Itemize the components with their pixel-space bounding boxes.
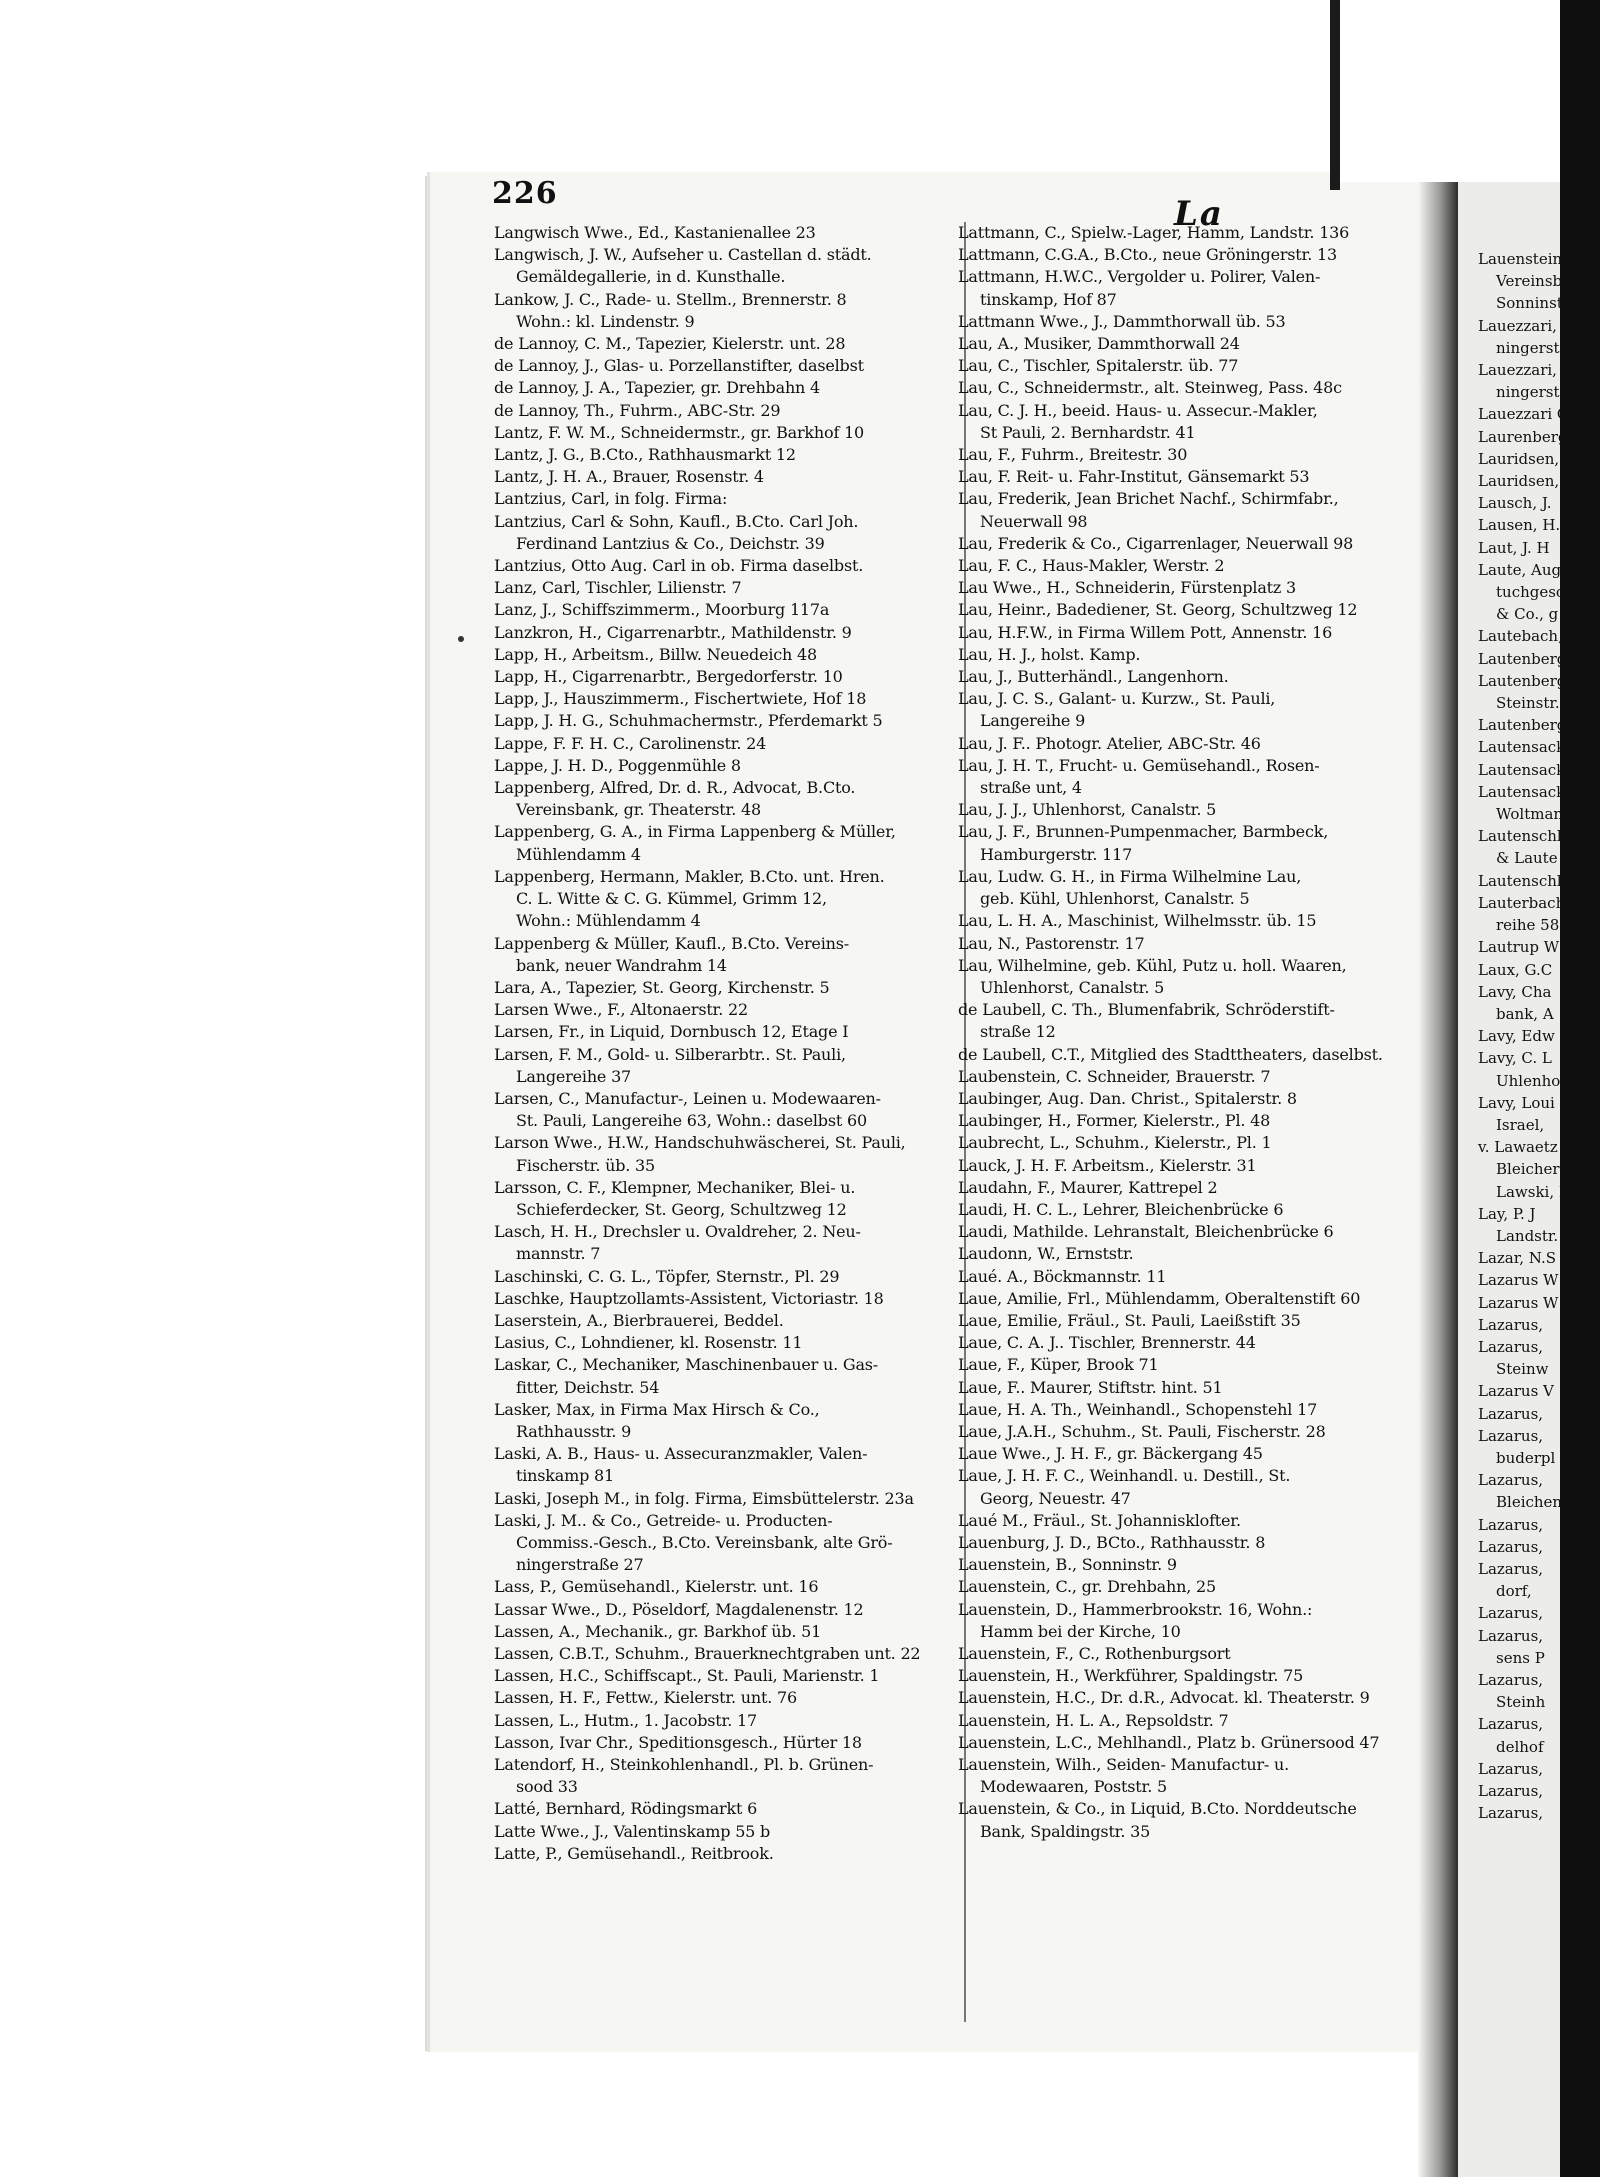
- directory-entry: Neuerwall 98: [980, 511, 1088, 531]
- directory-entry: Lavy, Cha: [1478, 982, 1552, 1001]
- directory-entry: Laué M., Fräul., St. Johannisklofter.: [958, 1510, 1241, 1530]
- directory-entry: Lavy, Edw: [1478, 1027, 1555, 1046]
- directory-entry: Uhlenhorst, Canalstr. 5: [980, 977, 1165, 997]
- directory-entry: Lazarus,: [1478, 1604, 1544, 1623]
- directory-entry: Lau Wwe., H., Schneiderin, Fürstenplatz 3: [958, 578, 1296, 598]
- directory-entry: Lau, A., Musiker, Dammthorwall 24: [958, 334, 1240, 354]
- directory-entry: Lassen, A., Mechanik., gr. Barkhof üb. 51: [494, 1621, 822, 1641]
- directory-entry: Lazarus,: [1478, 1471, 1544, 1490]
- directory-entry: Lattmann, H.W.C., Vergolder u. Polirer, Valen-: [958, 267, 1321, 287]
- directory-entry: Vereinsbank, gr. Theaterstr. 48: [516, 800, 761, 820]
- directory-entry: Lasius, C., Lohndiener, kl. Rosenstr. 11: [494, 1333, 803, 1353]
- directory-entry: Lavy, C. L: [1478, 1049, 1552, 1068]
- directory-entry: Lauezzari, C: [1478, 361, 1574, 380]
- directory-entry: Lanzkron, H., Cigarrenarbtr., Mathildenstr. 9: [494, 622, 852, 642]
- directory-entry: Lau, Heinr., Badediener, St. Georg, Schultzweg 12: [958, 600, 1358, 620]
- directory-entry: Uhlenho: [1496, 1071, 1561, 1090]
- directory-entry: Lazarus,: [1478, 1715, 1544, 1734]
- directory-entry: Laue Wwe., J. H. F., gr. Bäckergang 45: [958, 1444, 1263, 1464]
- directory-entry: Lau, F. C., Haus-Makler, Werstr. 2: [958, 556, 1225, 576]
- directory-entry: Lazarus,: [1478, 1537, 1544, 1556]
- directory-entry: Lautensack,: [1478, 782, 1571, 801]
- directory-entry: Lass, P., Gemüsehandl., Kielerstr. unt. 16: [494, 1577, 819, 1597]
- directory-entry: Commiss.-Gesch., B.Cto. Vereinsbank, alte Grö-: [516, 1532, 893, 1552]
- directory-entry: Lauezzari C: [1478, 405, 1569, 424]
- directory-entry: Steinh: [1496, 1693, 1546, 1712]
- directory-entry: Lauenstein, H. L. A., Repsoldstr. 7: [958, 1710, 1229, 1730]
- directory-entry: de Lannoy, Th., Fuhrm., ABC-Str. 29: [494, 400, 781, 420]
- directory-entry: Lauridsen,: [1478, 472, 1560, 491]
- directory-entry: Lau, J. H. T., Frucht- u. Gemüsehandl., Rosen-: [958, 755, 1320, 775]
- directory-entry: Larson Wwe., H.W., Handschuhwäscherei, St. Pauli,: [494, 1133, 906, 1153]
- directory-entry: Lautensack,: [1478, 738, 1571, 757]
- directory-entry: Israel,: [1496, 1115, 1545, 1134]
- directory-entry: Lazar, N.S: [1478, 1249, 1557, 1268]
- directory-entry: fitter, Deichstr. 54: [516, 1377, 660, 1397]
- directory-entry: Lautebach, C: [1478, 627, 1580, 646]
- directory-entry: Lautenschläg: [1478, 827, 1581, 846]
- directory-entry: Lau, H.F.W., in Firma Willem Pott, Annenstr. 16: [958, 622, 1333, 642]
- directory-entry: sood 33: [516, 1777, 578, 1797]
- directory-entry: Laue, F., Küper, Brook 71: [958, 1355, 1159, 1375]
- directory-entry: Lazarus W: [1478, 1293, 1559, 1312]
- directory-entry: Lau, C., Tischler, Spitalerstr. üb. 77: [958, 356, 1239, 376]
- scan-edge-bar: [1330, 0, 1340, 190]
- directory-entry: Laue, Amilie, Frl., Mühlendamm, Oberaltenstift 60: [958, 1288, 1361, 1308]
- directory-entry: tinskamp, Hof 87: [980, 289, 1117, 309]
- directory-entry: Hamm bei der Kirche, 10: [980, 1621, 1181, 1641]
- directory-entry: Lauenstein, H.C., Dr. d.R., Advocat. kl. Theaterstr. 9: [958, 1688, 1370, 1708]
- directory-entry: Laurenberg,: [1478, 427, 1573, 446]
- directory-entry: Modewaaren, Poststr. 5: [980, 1777, 1167, 1797]
- directory-entry: Lauridsen,: [1478, 449, 1560, 468]
- left-column: [494, 222, 964, 1865]
- directory-entry: Lautensack: [1478, 760, 1566, 779]
- directory-entry: Lautenberg,: [1478, 671, 1572, 690]
- directory-entry: geb. Kühl, Uhlenhorst, Canalstr. 5: [980, 889, 1250, 909]
- directory-entry: Lau, N., Pastorenstr. 17: [958, 933, 1145, 953]
- directory-entry: Lau, J. F.. Photogr. Atelier, ABC-Str. 46: [958, 733, 1261, 753]
- directory-entry: Laux, G.C: [1478, 960, 1553, 979]
- directory-entry: Lau, F., Fuhrm., Breitestr. 30: [958, 445, 1188, 465]
- directory-entry: Lauenstein'sc: [1478, 250, 1583, 268]
- directory-entry: Lasker, Max, in Firma Max Hirsch & Co.,: [494, 1399, 820, 1419]
- directory-entry: Laut, J. H: [1478, 538, 1550, 557]
- directory-entry: de Lannoy, J. A., Tapezier, gr. Drehbahn 4: [494, 378, 821, 398]
- directory-entry: Larsson, C. F., Klempner, Mechaniker, Blei- u.: [494, 1177, 856, 1197]
- directory-entry: Fischerstr. üb. 35: [516, 1155, 655, 1175]
- directory-entry: bank, A: [1496, 1004, 1554, 1023]
- directory-entry: Laudi, Mathilde. Lehranstalt, Bleichenbrücke 6: [958, 1222, 1334, 1242]
- directory-entry: Lauenstein, F., C., Rothenburgsort: [958, 1644, 1231, 1663]
- directory-entry: Laute, Augu: [1478, 560, 1571, 579]
- directory-entry: buderpl: [1496, 1448, 1556, 1467]
- book-gutter: [1418, 0, 1458, 2177]
- directory-entry: Lauenstein, D., Hammerbrookstr. 16, Wohn.:: [958, 1599, 1313, 1619]
- directory-entry: de Lannoy, J., Glas- u. Porzellanstifter, daselbst: [494, 356, 864, 376]
- directory-entry: Lauenburg, J. D., BCto., Rathhausstr. 8: [958, 1532, 1266, 1552]
- directory-entry: Lauenstein, B., Sonninstr. 9: [958, 1555, 1177, 1575]
- directory-entry: St Pauli, 2. Bernhardstr. 41: [980, 422, 1196, 442]
- directory-entry: St. Pauli, Langereihe 63, Wohn.: daselbst 60: [516, 1111, 867, 1131]
- directory-entry: Mühlendamm 4: [516, 844, 641, 864]
- directory-entry: tinskamp 81: [516, 1466, 614, 1486]
- directory-entry: Schieferdecker, St. Georg, Schultzweg 12: [516, 1199, 847, 1219]
- directory-entry: Lazarus,: [1478, 1804, 1544, 1823]
- directory-entry: Lazarus,: [1478, 1626, 1544, 1645]
- directory-entry: Lauenstein, Wilh., Seiden- Manufactur- u.: [958, 1755, 1289, 1775]
- directory-entry: Laué. A., Böckmannstr. 11: [958, 1266, 1167, 1286]
- directory-entry: Lapp, J. H. G., Schuhmachermstr., Pferdemarkt 5: [494, 711, 883, 731]
- directory-entry: Langereihe 37: [516, 1066, 632, 1086]
- directory-entry: Lauenstein, L.C., Mehlhandl., Platz b. Grünersood 47: [958, 1732, 1380, 1752]
- directory-entry: Laudonn, W., Ernststr.: [958, 1244, 1134, 1264]
- directory-entry: Lau, J. F., Brunnen-Pumpenmacher, Barmbeck,: [958, 822, 1329, 842]
- directory-entry: Lautenschlä: [1478, 871, 1571, 890]
- directory-entry: de Laubell, C.T., Mitglied des Stadttheaters, daselbst.: [958, 1044, 1383, 1064]
- directory-entry: Latendorf, H., Steinkohlenhandl., Pl. b. Grünen-: [494, 1755, 874, 1775]
- directory-entry: Lassen, H. F., Fettw., Kielerstr. unt. 76: [494, 1688, 797, 1708]
- directory-entry: Gemäldegallerie, in d. Kunsthalle.: [516, 267, 786, 287]
- directory-entry: Lassen, H.C., Schiffscapt., St. Pauli, Marienstr. 1: [494, 1666, 880, 1686]
- directory-entry: Steinstr.: [1496, 694, 1560, 713]
- directory-entry: Steinw: [1496, 1360, 1549, 1379]
- directory-entry: Bleichen: [1496, 1493, 1563, 1512]
- directory-entry: tuchgesch.: [1496, 583, 1579, 602]
- directory-entry: Laue, C. A. J.. Tischler, Brennerstr. 44: [958, 1333, 1256, 1353]
- directory-entry: Laski, A. B., Haus- u. Assecuranzmakler, Valen-: [494, 1444, 868, 1464]
- directory-entry: Lawski, F.: [1496, 1182, 1572, 1201]
- directory-entry: Ferdinand Lantzius & Co., Deichstr. 39: [516, 533, 825, 553]
- directory-entry: sens P: [1496, 1648, 1545, 1667]
- directory-entry: Lattmann, C.G.A., B.Cto., neue Gröningerstr. 13: [958, 245, 1337, 265]
- directory-entry: Laski, J. M.. & Co., Getreide- u. Producten-: [494, 1510, 833, 1530]
- directory-entry: Lantzius, Carl, in folg. Firma:: [494, 489, 728, 509]
- directory-entry: Lau, L. H. A., Maschinist, Wilhelmsstr. üb. 15: [958, 911, 1317, 931]
- directory-entry: Larsen Wwe., F., Altonaerstr. 22: [494, 1000, 748, 1020]
- directory-entry: Wohn.: Mühlendamm 4: [516, 911, 701, 931]
- directory-entry: reihe 58: [1496, 916, 1560, 935]
- directory-entry: Georg, Neuestr. 47: [980, 1488, 1131, 1508]
- directory-entry: Lauenstein, H., Werkführer, Spaldingstr. 75: [958, 1666, 1304, 1686]
- directory-entry: Bank, Spaldingstr. 35: [980, 1821, 1151, 1841]
- directory-entry: Lau, H. J., holst. Kamp.: [958, 644, 1141, 664]
- directory-entry: Laubinger, H., Former, Kielerstr., Pl. 48: [958, 1111, 1271, 1131]
- directory-entry: Laskar, C., Mechaniker, Maschinenbauer u. Gas-: [494, 1355, 879, 1375]
- directory-entry: Lau, Frederik, Jean Brichet Nachf., Schirmfabr.,: [958, 489, 1339, 509]
- directory-entry: v. Lawaetz: [1478, 1138, 1558, 1157]
- directory-entry: Larsen, C., Manufactur-, Leinen u. Modewaaren-: [494, 1088, 881, 1108]
- directory-entry: Lauterbach,: [1478, 893, 1571, 912]
- directory-entry: Lau, J., Butterhändl., Langenhorn.: [958, 667, 1229, 687]
- directory-entry: Larsen, F. M., Gold- u. Silberarbtr.. St. Pauli,: [494, 1044, 846, 1064]
- directory-entry: Lappenberg, Hermann, Makler, B.Cto. unt. Hren.: [494, 866, 885, 886]
- directory-entry: Lantz, F. W. M., Schneidermstr., gr. Barkhof 10: [494, 422, 865, 442]
- directory-entry: Lazarus,: [1478, 1315, 1544, 1334]
- directory-entry: Laschke, Hauptzollamts-Assistent, Victoriastr. 18: [494, 1288, 884, 1308]
- directory-entry: Langwisch, J. W., Aufseher u. Castellan d. städt.: [494, 245, 872, 265]
- directory-entry: Lantz, J. G., B.Cto., Rathhausmarkt 12: [494, 445, 796, 465]
- directory-entry: Lattmann Wwe., J., Dammthorwall üb. 53: [958, 311, 1286, 331]
- directory-entry: Laudi, H. C. L., Lehrer, Bleichenbrücke 6: [958, 1199, 1284, 1219]
- directory-entry: Lapp, H., Arbeitsm., Billw. Neuedeich 48: [494, 644, 817, 664]
- directory-entry: Lautenberg,: [1478, 649, 1572, 668]
- directory-entry: straße 12: [980, 1022, 1056, 1042]
- directory-entry: Lantz, J. H. A., Brauer, Rosenstr. 4: [494, 467, 764, 487]
- directory-entry: Lautrup W: [1478, 938, 1560, 957]
- directory-entry: Lanz, Carl, Tischler, Lilienstr. 7: [494, 578, 742, 598]
- directory-entry: Lazarus,: [1478, 1515, 1544, 1534]
- directory-entry: mannstr. 7: [516, 1244, 601, 1264]
- directory-entry: Lattmann, C., Spielw.-Lager, Hamm, Landstr. 136: [958, 223, 1350, 242]
- directory-entry: Lapp, J., Hauszimmerm., Fischertwiete, Hof 18: [494, 689, 867, 709]
- directory-entry: Lazarus,: [1478, 1759, 1544, 1778]
- directory-entry: Vereinsba: [1496, 272, 1572, 291]
- directory-entry: & Co., g: [1496, 605, 1559, 624]
- directory-entry: Laubenstein, C. Schneider, Brauerstr. 7: [958, 1066, 1271, 1086]
- directory-entry: Lazarus,: [1478, 1671, 1544, 1689]
- directory-entry: Lau, F. Reit- u. Fahr-Institut, Gänsemarkt 53: [958, 467, 1310, 487]
- next-page-fragments: [1478, 248, 1582, 1824]
- directory-entry: Bleicher: [1496, 1160, 1560, 1179]
- directory-entry: Lazarus,: [1478, 1782, 1544, 1801]
- directory-entry: ningerstr.: [1496, 338, 1570, 357]
- directory-entry: ningerstr.: [1496, 383, 1570, 402]
- directory-entry: Wohn.: kl. Lindenstr. 9: [516, 311, 695, 331]
- directory-entry: Lazarus,: [1478, 1337, 1544, 1356]
- directory-entry: Laue, F.. Maurer, Stiftstr. hint. 51: [958, 1377, 1223, 1397]
- directory-entry: Lassar Wwe., D., Pöseldorf, Magdalenenstr. 12: [494, 1599, 864, 1619]
- directory-entry: Lauenstein, C., gr. Drehbahn, 25: [958, 1577, 1216, 1597]
- directory-entry: Laschinski, C. G. L., Töpfer, Sternstr., Pl. 29: [494, 1266, 840, 1286]
- directory-entry: Lappenberg & Müller, Kaufl., B.Cto. Vereins-: [494, 933, 849, 953]
- margin-mark: [458, 636, 464, 642]
- directory-entry: Lazarus V: [1478, 1382, 1554, 1401]
- directory-entry: Lau, Ludw. G. H., in Firma Wilhelmine Lau,: [958, 866, 1302, 886]
- directory-entry: Laudahn, F., Maurer, Kattrepel 2: [958, 1177, 1218, 1197]
- directory-entry: Lauenstein, & Co., in Liquid, B.Cto. Norddeutsche: [958, 1799, 1357, 1819]
- directory-entry: Lappenberg, G. A., in Firma Lappenberg & Müller,: [494, 822, 896, 842]
- directory-entry: Latté, Bernhard, Rödingsmarkt 6: [494, 1799, 758, 1819]
- directory-entry: de Lannoy, C. M., Tapezier, Kielerstr. unt. 28: [494, 334, 846, 354]
- directory-entry: Lazarus,: [1478, 1404, 1544, 1423]
- directory-entry: Laubrecht, L., Schuhm., Kielerstr., Pl. 1: [958, 1133, 1272, 1153]
- directory-entry: & Laute: [1496, 849, 1558, 868]
- directory-entry: Lassen, C.B.T., Schuhm., Brauerknechtgraben unt. 22: [494, 1644, 921, 1663]
- directory-entry: Lau, C. J. H., beeid. Haus- u. Assecur.-Makler,: [958, 400, 1318, 420]
- directory-entry: Lau, Wilhelmine, geb. Kühl, Putz u. holl. Waaren,: [958, 955, 1347, 975]
- directory-entry: dorf,: [1496, 1582, 1532, 1601]
- directory-entry: Laubinger, Aug. Dan. Christ., Spitalerstr. 8: [958, 1088, 1297, 1108]
- directory-entry: Lauck, J. H. F. Arbeitsm., Kielerstr. 31: [958, 1155, 1257, 1175]
- directory-entry: Lappe, J. H. D., Poggenmühle 8: [494, 755, 741, 775]
- directory-entry: Lasch, H. H., Drechsler u. Ovaldreher, 2. Neu-: [494, 1222, 861, 1242]
- directory-entry: Lay, P. J: [1478, 1204, 1536, 1223]
- directory-entry: Lantzius, Otto Aug. Carl in ob. Firma daselbst.: [494, 556, 864, 576]
- directory-entry: ningerstraße 27: [516, 1555, 644, 1575]
- directory-entry: Lantzius, Carl & Sohn, Kaufl., B.Cto. Carl Joh.: [494, 511, 859, 531]
- directory-entry: Lau, J. J., Uhlenhorst, Canalstr. 5: [958, 800, 1217, 820]
- directory-entry: Woltman: [1496, 805, 1564, 824]
- directory-entry: bank, neuer Wandrahm 14: [516, 955, 727, 975]
- directory-entry: Lankow, J. C., Rade- u. Stellm., Brennerstr. 8: [494, 289, 847, 309]
- directory-entry: de Laubell, C. Th., Blumenfabrik, Schröderstift-: [958, 1000, 1335, 1020]
- directory-entry: Sonninstr: [1496, 294, 1570, 313]
- right-column: [958, 222, 1418, 1843]
- directory-entry: Lausch, J.: [1478, 494, 1552, 513]
- directory-entry: Lassen, L., Hutm., 1. Jacobstr. 17: [494, 1710, 757, 1730]
- directory-entry: Lasson, Ivar Chr., Speditionsgesch., Hürter 18: [494, 1732, 862, 1752]
- directory-entry: Lappenberg, Alfred, Dr. d. R., Advocat, B.Cto.: [494, 778, 856, 798]
- directory-entry: Laue, H. A. Th., Weinhandl., Schopenstehl 17: [958, 1399, 1318, 1419]
- directory-entry: Lavy, Loui: [1478, 1093, 1555, 1112]
- directory-entry: Laue, J. H. F. C., Weinhandl. u. Destill., St.: [958, 1466, 1291, 1486]
- page-header: La: [1174, 194, 1224, 234]
- directory-entry: Hamburgerstr. 117: [980, 844, 1133, 864]
- directory-entry: Lazarus,: [1478, 1426, 1544, 1445]
- directory-entry: Latte Wwe., J., Valentinskamp 55 b: [494, 1821, 771, 1841]
- directory-entry: delhof: [1496, 1737, 1544, 1756]
- directory-entry: Lanz, J., Schiffszimmerm., Moorburg 117a: [494, 600, 830, 620]
- directory-entry: Latte, P., Gemüsehandl., Reitbrook.: [494, 1843, 774, 1863]
- directory-entry: Larsen, Fr., in Liquid, Dornbusch 12, Etage I: [494, 1022, 849, 1042]
- directory-entry: Lau, Frederik & Co., Cigarrenlager, Neuerwall 98: [958, 533, 1354, 553]
- directory-entry: straße unt, 4: [980, 778, 1082, 798]
- directory-entry: Laski, Joseph M., in folg. Firma, Eimsbüttelerstr. 23a: [494, 1488, 914, 1508]
- directory-entry: Lazarus W: [1478, 1271, 1559, 1290]
- directory-entry: Lapp, H., Cigarrenarbtr., Bergedorferstr. 10: [494, 667, 843, 687]
- directory-entry: Lautenberg,: [1478, 716, 1572, 735]
- directory-entry: Laue, Emilie, Fräul., St. Pauli, Laeißstift 35: [958, 1310, 1301, 1330]
- page-number: 226: [492, 176, 558, 211]
- directory-entry: Lazarus,: [1478, 1559, 1544, 1578]
- directory-entry: Langereihe 9: [980, 711, 1086, 731]
- directory-entry: C. L. Witte & C. G. Kümmel, Grimm 12,: [516, 889, 827, 909]
- directory-entry: Lausen, H.: [1478, 516, 1561, 535]
- directory-entry: Langwisch Wwe., Ed., Kastanienallee 23: [494, 223, 816, 242]
- directory-entry: Lau, C., Schneidermstr., alt. Steinweg, Pass. 48c: [958, 378, 1342, 398]
- directory-entry: Rathhausstr. 9: [516, 1421, 632, 1441]
- directory-entry: Landstr.: [1496, 1226, 1559, 1245]
- directory-entry: Lauezzari, J: [1478, 316, 1568, 335]
- directory-entry: Laserstein, A., Bierbrauerei, Beddel.: [494, 1310, 784, 1330]
- directory-entry: Lau, J. C. S., Galant- u. Kurzw., St. Pauli,: [958, 689, 1276, 709]
- directory-entry: Lara, A., Tapezier, St. Georg, Kirchenstr. 5: [494, 977, 830, 997]
- directory-entry: Lappe, F. F. H. C., Carolinenstr. 24: [494, 733, 767, 753]
- directory-entry: Laue, J.A.H., Schuhm., St. Pauli, Fischerstr. 28: [958, 1421, 1326, 1441]
